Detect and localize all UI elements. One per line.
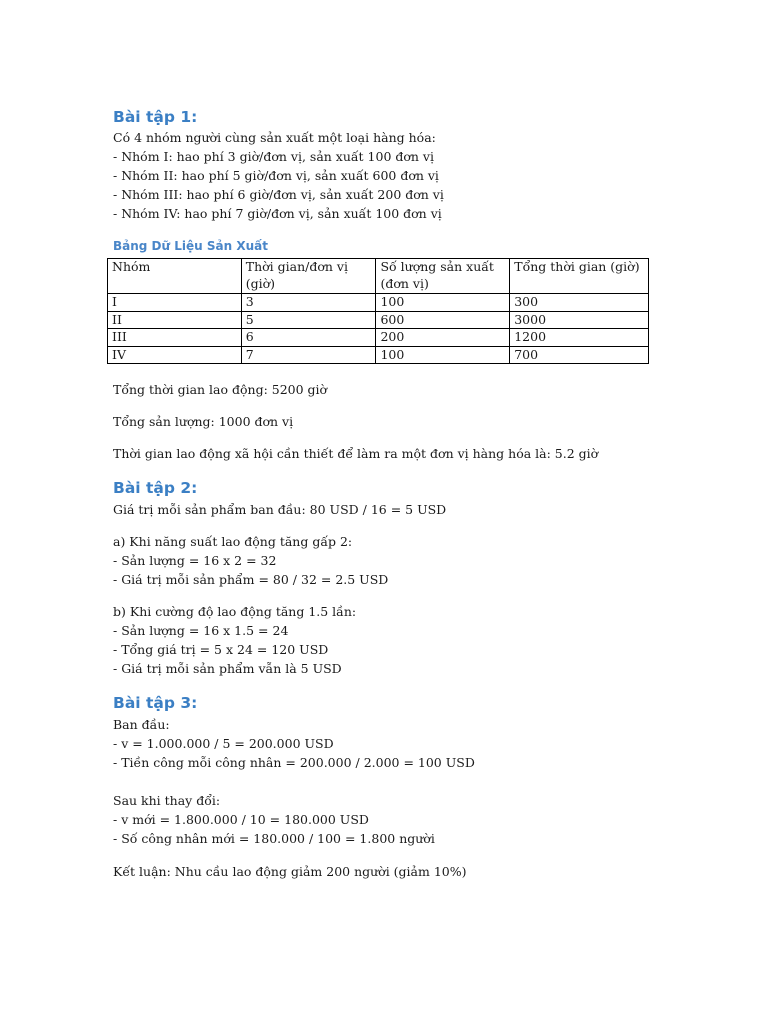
ex2-part-a-line: - Giá trị mỗi sản phẩm = 80 / 32 = 2.5 USD bbox=[113, 572, 389, 587]
ex3-after-line: - Số công nhân mới = 180.000 / 100 = 1.800 người bbox=[113, 831, 435, 846]
ex1-total-output: Tổng sản lượng: 1000 đơn vị bbox=[113, 414, 294, 429]
table-row bbox=[108, 329, 649, 347]
ex2-part-b-line: - Sản lượng = 16 x 1.5 = 24 bbox=[113, 623, 289, 638]
table-cell: III bbox=[108, 329, 242, 347]
ex1-total-time: Tổng thời gian lao động: 5200 giờ bbox=[113, 382, 328, 397]
table-row bbox=[108, 311, 649, 329]
ex2-heading: Bài tập 2: bbox=[113, 479, 198, 497]
ex1-conclusion: Thời gian lao động xã hội cần thiết để làm ra một đơn vị hàng hóa là: 5.2 giờ bbox=[113, 446, 599, 461]
table-cell: 7 bbox=[241, 346, 376, 364]
table-cell: 3000 bbox=[510, 311, 649, 329]
table-cell: 5 bbox=[241, 311, 376, 329]
table-cell: 3 bbox=[241, 294, 376, 312]
ex2-part-a-title: a) Khi năng suất lao động tăng gấp 2: bbox=[113, 534, 353, 549]
table-caption: Bảng Dữ Liệu Sản Xuất bbox=[113, 239, 268, 253]
header-cell-quantity: Số lượng sản xuất (đơn vị) bbox=[376, 259, 510, 294]
ex1-heading: Bài tập 1: bbox=[113, 108, 198, 126]
ex3-before-title: Ban đầu: bbox=[113, 717, 170, 732]
table-cell: 100 bbox=[376, 346, 510, 364]
production-table bbox=[107, 258, 649, 364]
ex3-after-line: - v mới = 1.800.000 / 10 = 180.000 USD bbox=[113, 812, 369, 827]
ex2-part-b-title: b) Khi cường độ lao động tăng 1.5 lần: bbox=[113, 604, 357, 619]
table-row bbox=[108, 294, 649, 312]
table-header-row bbox=[108, 259, 649, 294]
ex3-before-line: - v = 1.000.000 / 5 = 200.000 USD bbox=[113, 736, 334, 751]
header-cell-time-per-unit: Thời gian/đơn vị (giờ) bbox=[241, 259, 376, 294]
ex1-group-4: - Nhóm IV: hao phí 7 giờ/đơn vị, sản xuất 100 đơn vị bbox=[113, 206, 442, 221]
table-row bbox=[108, 346, 649, 364]
table-cell: 200 bbox=[376, 329, 510, 347]
ex1-group-1: - Nhóm I: hao phí 3 giờ/đơn vị, sản xuất 100 đơn vị bbox=[113, 149, 434, 164]
ex3-before-line: - Tiền công mỗi công nhân = 200.000 / 2.000 = 100 USD bbox=[113, 755, 475, 770]
header-cell-total-time: Tổng thời gian (giờ) bbox=[510, 259, 649, 294]
table-cell: IV bbox=[108, 346, 242, 364]
ex1-group-3: - Nhóm III: hao phí 6 giờ/đơn vị, sản xuất 200 đơn vị bbox=[113, 187, 444, 202]
ex2-intro: Giá trị mỗi sản phẩm ban đầu: 80 USD / 16 = 5 USD bbox=[113, 502, 447, 517]
ex3-conclusion: Kết luận: Nhu cầu lao động giảm 200 người (giảm 10%) bbox=[113, 864, 467, 879]
table-cell: 1200 bbox=[510, 329, 649, 347]
ex3-heading: Bài tập 3: bbox=[113, 694, 198, 712]
ex2-part-b-line: - Tổng giá trị = 5 x 24 = 120 USD bbox=[113, 642, 329, 657]
ex1-group-2: - Nhóm II: hao phí 5 giờ/đơn vị, sản xuất 600 đơn vị bbox=[113, 168, 439, 183]
header-cell-group: Nhóm bbox=[108, 259, 242, 294]
table-cell: 700 bbox=[510, 346, 649, 364]
table-cell: 300 bbox=[510, 294, 649, 312]
table-cell: 600 bbox=[376, 311, 510, 329]
table-cell: 6 bbox=[241, 329, 376, 347]
ex2-part-a-line: - Sản lượng = 16 x 2 = 32 bbox=[113, 553, 277, 568]
ex2-part-b-line: - Giá trị mỗi sản phẩm vẫn là 5 USD bbox=[113, 661, 342, 676]
table-cell: 100 bbox=[376, 294, 510, 312]
ex3-after-title: Sau khi thay đổi: bbox=[113, 793, 221, 808]
table-cell: I bbox=[108, 294, 242, 312]
ex1-intro: Có 4 nhóm người cùng sản xuất một loại hàng hóa: bbox=[113, 130, 436, 145]
table-cell: II bbox=[108, 311, 242, 329]
